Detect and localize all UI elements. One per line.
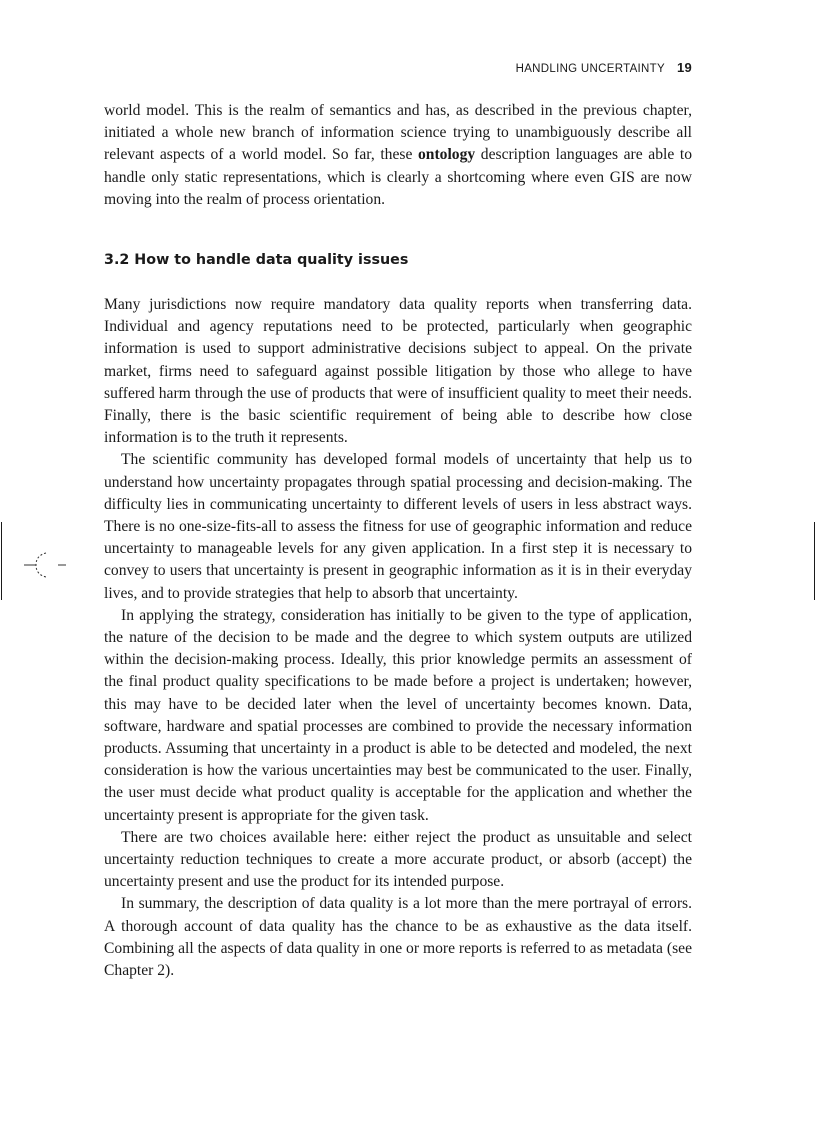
paragraph-jurisdictions: Many jurisdictions now require mandatory data quality reports when transferring data. Individual and agency reputations need to be protected, particularly when geographic information is used to support administrative decisions subject to appeal. On the private market, firms need to safeguard against possible litigation by those who allege to have suffered harm through the use of products that were of insufficient quality to meet their needs. Finally, there is the basic scientific requirement of being able to describe how close information is to the truth it represents. — [104, 296, 692, 447]
paragraph-two-choices: There are two choices available here: either reject the product as unsuitable and select uncertainty reduction techniques to create a more accurate product, or absorb (accept) the uncertainty present and use the product for its intended purpose. — [104, 828, 692, 891]
crop-mark-icon — [24, 548, 68, 578]
section-body — [104, 294, 692, 982]
ontology-term: ontology — [417, 146, 476, 164]
paragraph-scientific-community: The scientific community has developed formal models of uncertainty that help us to understand how uncertainty propagates through spatial processing and decision-making. The difficulty lies in communicating uncertainty to different levels of users in less abstract ways. There is no one-size-fits-all to assess the fitness for use of geographic information and reduce uncertainty to manageable levels for any given application. In a first step it is necessary to convey to users that uncertainty is present in geographic information as it is in their everyday lives, and to provide strategies that help to absorb that uncertainty. — [104, 451, 692, 602]
page-number: 19 — [676, 60, 692, 75]
opening-paragraph-block — [104, 100, 692, 211]
paragraph-summary: In summary, the description of data quality is a lot more than the mere portrayal of errors. A thorough account of data quality has the chance to be as exhaustive as the data itself. Combining all the aspects of data quality in one or more reports is referred to as metadata (see Chapter 2). — [104, 895, 692, 980]
paragraph-applying-strategy: In applying the strategy, consideration has initially to be given to the type of application, the nature of the decision to be made and the degree to which system outputs are utilized within the decision-making process. Ideally, this prior knowledge permits an assessment of the final product quality specifications to be made before a project is undertaken; however, this may have to be decided later when the level of uncertainty becomes known. Data, software, hardware and spatial processes are combined to provide the necessary information products. Assuming that uncertainty in a product is able to be detected and modeled, the next consideration is how the various uncertainties may best be communicated to the user. Finally, the user must decide what product quality is acceptable for the application and whether the uncertainty present is appropriate for the given task. — [104, 606, 692, 824]
section-heading: 3.2 How to handle data quality issues — [104, 252, 409, 268]
opening-paragraph-text-end: description languages are able to handle only static representations, which is clearly a shortcoming where even GIS are now moving into the realm of process orientation. — [104, 146, 692, 208]
left-margin-rule — [1, 522, 2, 600]
opening-paragraph — [104, 100, 692, 211]
opening-paragraph-text-start: world model. This is the realm of semantics and has, as described in the previous chapter, initiated a whole new branch of information science trying to unambiguously describe all relevant aspects of a world model. So far, these — [104, 102, 692, 164]
running-head-title: HANDLING UNCERTAINTY — [515, 63, 665, 75]
running-head — [516, 60, 692, 75]
right-margin-rule — [814, 522, 815, 600]
